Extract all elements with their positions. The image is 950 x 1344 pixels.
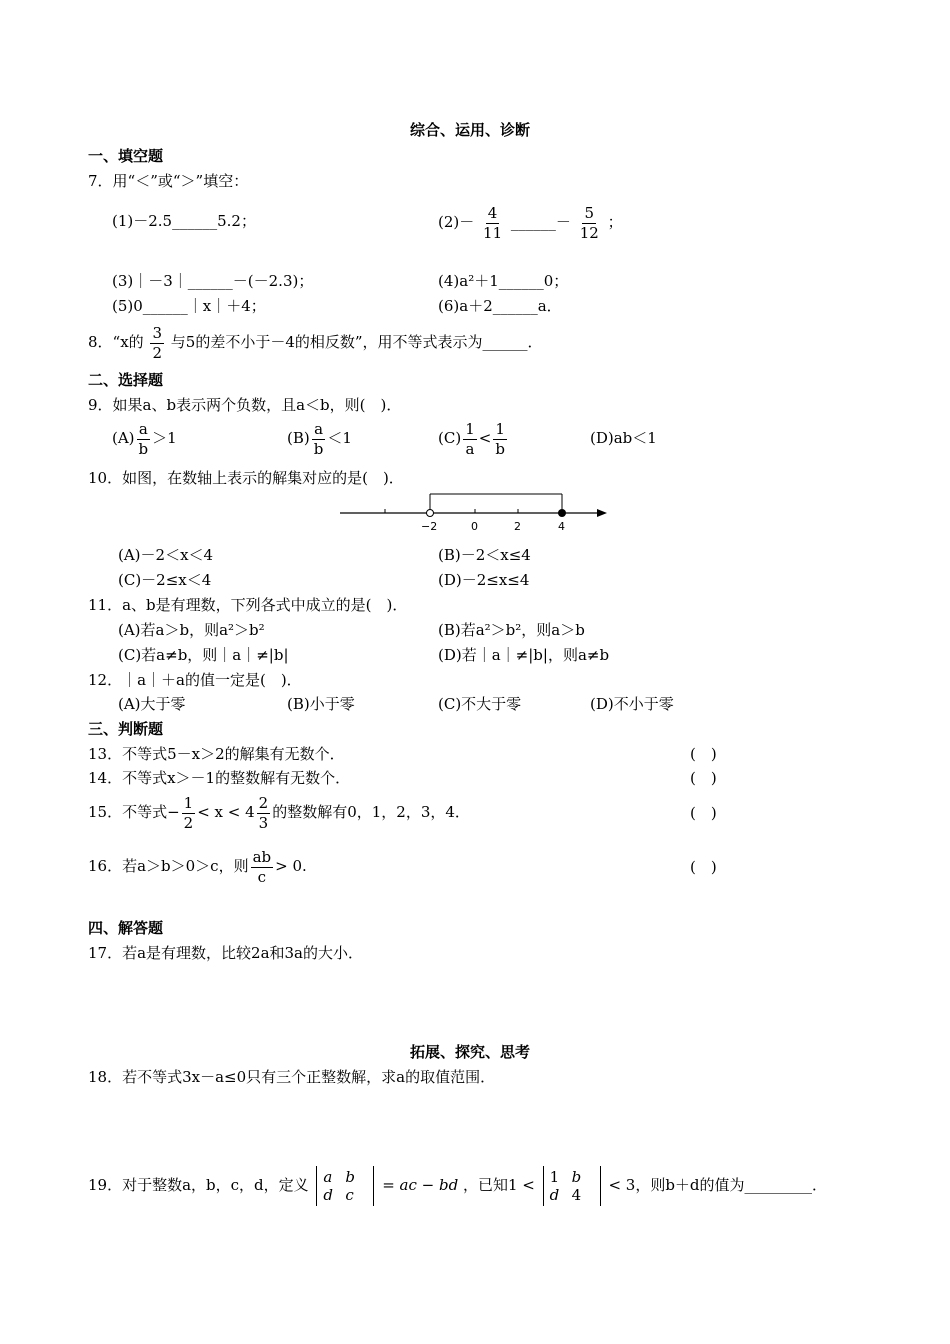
q7-part4: (4)a²＋1______0； bbox=[438, 272, 569, 290]
q12-option-c: (C)不大于零 bbox=[438, 695, 522, 713]
axis-label: 2 bbox=[514, 520, 521, 533]
q7-part6: (6)a＋2______a． bbox=[438, 297, 562, 315]
q7-stem: 7．用“＜”或“＞”填空： bbox=[88, 172, 249, 190]
q13: 13．不等式5－x＞2的解集有无数个． bbox=[88, 745, 345, 763]
q7-part3: (3)｜－3｜______－(－2.3)； bbox=[112, 272, 314, 290]
q8 bbox=[88, 322, 543, 362]
axis-label: 4 bbox=[558, 520, 565, 533]
q10-option-c: (C)－2≤x＜4 bbox=[118, 571, 212, 589]
q9-option-d: (D)ab＜1 bbox=[590, 429, 657, 447]
q7-part2 bbox=[438, 200, 623, 244]
q7-p2-mid: ______－ bbox=[510, 213, 571, 231]
q17: 17．若a是有理数，比较2a和3a的大小． bbox=[88, 944, 364, 962]
q10-stem: 10．如图，在数轴上表示的解集对应的是( )． bbox=[88, 469, 404, 487]
q9-option-a: (A) $\frac{a}{b}$ ＞1 bbox=[112, 419, 177, 458]
q7-part5: (5)0______｜x｜＋4； bbox=[112, 297, 266, 315]
q16-answer-bracket[interactable]: ( ) bbox=[690, 858, 717, 876]
q16: 16．若a＞b＞0＞c，则 $\frac{ab}{c}$ > 0. bbox=[88, 847, 307, 886]
q12-option-a: (A)大于零 bbox=[118, 695, 186, 713]
q10-option-d: (D)－2≤x≤4 bbox=[438, 571, 530, 589]
q11-option-d: (D)若｜a｜≠|b|，则a≠b bbox=[438, 646, 610, 664]
open-point-icon bbox=[427, 510, 434, 517]
q8-frac: $\frac{3}{2}$ bbox=[152, 323, 162, 362]
heading-solve: 四、解答题 bbox=[88, 919, 164, 937]
q11-option-a: (A)若a＞b，则a²＞b² bbox=[118, 621, 265, 639]
q9-option-c: (C) $\frac{1}{a}$ < $\frac{1}{b}$ bbox=[438, 419, 505, 458]
q14-answer-bracket[interactable]: ( ) bbox=[690, 769, 717, 787]
q19-matrix-def: a b d c bbox=[316, 1166, 374, 1206]
q9-option-b: (B) $\frac{a}{b}$ ＜1 bbox=[287, 419, 352, 458]
q11-stem: 11．a、b是有理数，下列各式中成立的是( )． bbox=[88, 596, 408, 614]
axis-label: 0 bbox=[471, 520, 478, 533]
q10-option-b: (B)－2＜x≤4 bbox=[438, 546, 531, 564]
q19: 19．对于整数a，b，c，d，定义 a b d c = ac − bd ，已知1 < 1 b d 4 < 3，则b＋d的值为_________． bbox=[88, 1168, 828, 1204]
q12-option-b: (B)小于零 bbox=[287, 695, 355, 713]
q11-option-b: (B)若a²＞b²，则a＞b bbox=[438, 621, 585, 639]
q7-p2-frac2: $\frac{5}{12}$ bbox=[579, 203, 599, 242]
q19-matrix-given: 1 b d 4 bbox=[543, 1166, 601, 1206]
q15: 15．不等式− $\frac{1}{2}$ < x < 4 $\frac{2}{3}$ 的整数解有0，1，2，3，4． bbox=[88, 793, 470, 832]
q11-option-c: (C)若a≠b，则｜a｜≠|b| bbox=[118, 646, 289, 664]
q9-stem: 9．如果a、b表示两个负数，且a＜b，则( )． bbox=[88, 396, 402, 414]
q10-option-a: (A)－2＜x＜4 bbox=[118, 546, 214, 564]
number-line-figure bbox=[335, 488, 615, 536]
section-title: 综合、运用、诊断 bbox=[410, 121, 531, 139]
q12-option-d: (D)不小于零 bbox=[590, 695, 674, 713]
closed-point-icon bbox=[558, 509, 566, 517]
q12-stem: 12．｜a｜＋a的值一定是( )． bbox=[88, 671, 302, 689]
q7-p2-end: ； bbox=[607, 213, 623, 231]
q14: 14．不等式x＞－1的整数解有无数个． bbox=[88, 769, 351, 787]
section-title: 拓展、探究、思考 bbox=[410, 1043, 531, 1061]
q7-p2-pre: (2)－ bbox=[438, 213, 475, 231]
q13-answer-bracket[interactable]: ( ) bbox=[690, 745, 717, 763]
q8-post: 与5的差不小于－4的相反数”，用不等式表示为______． bbox=[170, 333, 543, 351]
q18: 18．若不等式3x－a≤0只有三个正整数解，求a的取值范围． bbox=[88, 1068, 496, 1086]
q15-answer-bracket[interactable]: ( ) bbox=[690, 804, 717, 822]
q8-pre: 8．“x的 bbox=[88, 333, 144, 351]
heading-fill-blank: 一、填空题 bbox=[88, 147, 164, 165]
heading-judge: 三、判断题 bbox=[88, 720, 164, 738]
heading-choice: 二、选择题 bbox=[88, 371, 164, 389]
q7-part1: (1)－2.5______5.2； bbox=[112, 212, 256, 230]
q7-p2-frac1: $\frac{4}{11}$ bbox=[483, 203, 503, 242]
axis-label: −2 bbox=[421, 520, 438, 533]
